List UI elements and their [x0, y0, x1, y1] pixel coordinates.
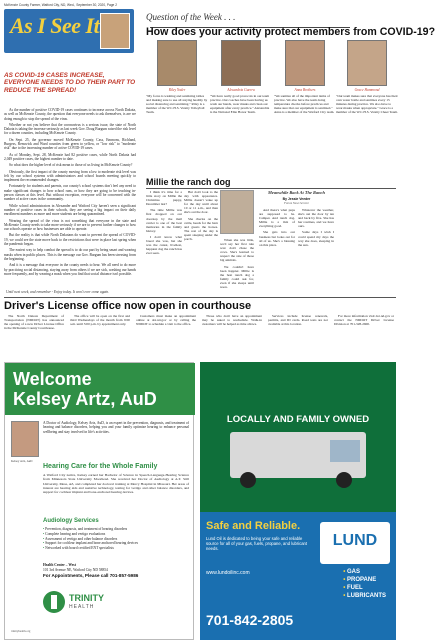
product-item: • GAS	[343, 568, 386, 576]
lund-logo-text: LUND	[332, 532, 378, 549]
trinity-logo	[43, 591, 133, 617]
doctor-photo-caption: Kelsey Artz, AuD	[11, 459, 33, 463]
editorial-paragraph: While school administrators in Alexander and Watford City haven't seen a significant number of positive cases in their schools, they are seeing a big impact on their daily enrollment numbers as more and more students are being quarantined.	[4, 203, 136, 217]
folio-left: McKenzie County Farmer, Watford City, ND, Wed., September 30, 2020, Page 2	[4, 3, 117, 7]
meanwhile-byline: By Jessie Veeder	[282, 197, 311, 201]
editorial-paragraph: Obviously, the first impact of the county moving from a low to moderate risk level was felt by our school systems with administrators and school boards meeting quickly to implement the recommended changes.	[4, 169, 136, 183]
editorial-paragraph: As the number of positive COVID-19 cases continues to increase across North Dakota, as well as McKenzie County, the question that everyone needs to ask themselves, is are we doing enough to stop the spread of the virus.	[4, 108, 136, 121]
meanwhile-title: Meanwhile Back At The Ranch	[268, 190, 325, 195]
dl-paragraph: Those who don't have an appointment may be asked to reschedule. Walk-in customers will be helped as time allows.	[202, 314, 262, 327]
editorial-paragraph: And it is a message that everyone in the county needs to hear. We all need to do more by practicing social distancing, staying away from others if we are sick, washing our hands more frequently, and by wearing a mask when you find that social distance isn't possible.	[4, 263, 136, 276]
editorial-paragraph: Fortunately for students and parents, our county's school systems don't feel any need to make significant changes to how school runs, or how they are going to be teaching in-person classes at this level. But without exception, everyone will be concerned with the number of active cases in the community.	[4, 184, 136, 202]
dl-paragraph: For more information visit dot.nd.gov or contact the NDDOT Driver License Division at 701-328-2600.	[334, 314, 394, 327]
editorial-signoff: Until next week, and remember - Enjoy today. It won't ever come again.	[6, 290, 110, 294]
millie-paragraph: Whatever the weather, she's out the door by ten and back by five. She has her routines, and we have ours.	[298, 208, 334, 229]
respondent-quote: "Our team makes sure that everyone has their own water bottle and sanitizes every 15 minutes during practice. We also have to wear masks when appropriate." Grace is a member of the W.C.H.S. Varsity Cheer Team.	[336, 94, 398, 115]
respondent-3	[274, 40, 336, 114]
respondent-4	[336, 40, 398, 114]
editorial-paragraph: Wearing the spread of the virus is not something that everyone in the state and McKenzie County needs to take more seriously if we are to prevent further changes to how our schools operate or how businesses are able to operate.	[4, 218, 136, 232]
lund-logo	[320, 522, 390, 564]
dl-column-3	[136, 314, 196, 328]
service-item: • Networked with board certified ENT specialists	[43, 546, 189, 551]
dl-paragraph: Services include license renewals, permits, and ID cards. Road tests are not available at this location.	[268, 314, 328, 327]
millie-column-4	[259, 208, 295, 249]
respondent-photo	[221, 40, 261, 86]
dl-paragraph: The North Dakota Department of Transportation (NDDOT) has announced the opening of a new Driver License Office in the McKenzie County Courthouse.	[4, 314, 64, 331]
lund-ad-bottom	[200, 512, 396, 640]
millie-column-1	[146, 190, 182, 257]
ad-intro: A Doctor of Audiology, Kelsey Artz, AuD, is an expert in the prevention, diagnosis, and treatment of hearing and balance disorders, helping you and your family optimize hearing to enhance personal wellbeing and stay involved in life's activities.	[43, 421, 189, 434]
service-item: • Assessment of vertigo and other balance disorders	[43, 537, 189, 542]
respondent-photo	[347, 40, 387, 86]
product-item: • PROPANE	[343, 576, 386, 584]
respondent-quote: "My focus is washing and sanitizing tables and making sure to use all staying healthy by social distancing and sanitizing." Riley is a member of the W.C.H.S. Varsity Volleyball Team.	[146, 94, 208, 115]
editorial-paragraph: But the reality is that while North Dakotans do want to prevent the spread of COVID-19, we could see the state move back to the restrictions that were in place last spring when the pandemic began.	[4, 233, 136, 247]
millie-photo	[220, 190, 254, 234]
millie-paragraph: The time Millie was first dropped on our doorstep by the mail carrier is one of the best memories in the family history.	[146, 208, 182, 233]
editorial-paragraph: As of Monday, Sept. 28, McKenzie had 82 positive cases, while North Dakota had 2,049 positive cases, the highest number to date.	[4, 152, 136, 161]
lund-products	[343, 568, 386, 600]
product-item: • FUEL	[343, 584, 386, 592]
respondent-name: Riley Yoder	[168, 88, 186, 92]
millie-paragraph: Some days I wish I could spend my days the way she does, sleeping in the sun.	[298, 230, 334, 247]
meanwhile-source: Forum News Service	[284, 201, 309, 205]
respondent-quote: "We have really good protocols in our team practice. Our coaches have been having us wash our hands, wear masks and clean our equipment after every practice." Alexandria is the National Elite Honor Team.	[210, 94, 270, 115]
millie-paragraph: She gets into our business but looks out for all of us. She's a blessing on this place.	[259, 230, 295, 247]
millie-paragraph: We couldn't have been happier. Millie is the best ranch dog a family could ask for, even if she sleeps until noon.	[220, 264, 254, 290]
millie-paragraph: And there's what pups are supposed to be. Camper. And ranch dog. Millie is a mix of everything good.	[259, 208, 295, 229]
doctor-photo	[11, 421, 39, 457]
millie-paragraph: I don't know what breed she was, but she was the cutest, liveliest, happiest dog the ranch has ever seen.	[146, 234, 182, 256]
editorial-paragraph: The easiest way to help combat the spread is to do our part by being smart and wearing masks when in public places. This is the message our Gov. Burgum has been stressing from the beginning.	[4, 248, 136, 261]
editorial-body	[4, 108, 136, 278]
lund-tagline: LOCALLY AND FAMILY OWNED	[226, 414, 370, 425]
millie-paragraph: I think it's time for a little story on Millie the Christmas puppy, December last?	[146, 190, 182, 207]
wheel-icon	[240, 472, 256, 488]
logo-word-1: TRINITY	[69, 593, 104, 603]
editorial-paragraph: So what does the higher level of risk mean to those of us living in McKenzie County?	[9, 163, 133, 168]
clinic-url: trinityhealth.org	[11, 629, 31, 633]
clinic-address: 101 3rd Avenue NE, Watford City ND 58854	[43, 568, 108, 572]
editorial-paragraph: Whether or not you believe that the coronavirus is a serious issue, the state of North Dakota is taking the increase seriously as last week Gov. Doug Burgum raised the risk level for a dozen counties, including McKenzie County.	[4, 122, 136, 136]
lund-website: www.lundoilinc.com	[206, 570, 250, 576]
logo-word-2: HEALTH	[69, 604, 95, 610]
lund-heading: Safe and Reliable.	[206, 520, 301, 532]
millie-column-5	[298, 208, 334, 249]
dl-paragraph: Customers must make an appointment online at dot.nd.gov or by calling the NDDOT to schedule a visit to the office.	[136, 314, 196, 327]
dl-column-6	[334, 314, 394, 328]
audiology-title: Audiology Services	[43, 518, 99, 524]
service-item: • Support for cochlear implant and bone anchored hearing devices	[43, 541, 189, 546]
respondent-2	[210, 40, 272, 114]
dl-paragraph: The office will be open on the first and third Wednesdays of the month from 9:00 a.m. until 3:00 p.m. by appointment only.	[70, 314, 130, 327]
qotw-question: How does your activity protect members from COVID-19?	[146, 26, 435, 38]
respondent-photo	[157, 40, 197, 86]
respondent-quote: "We sanitize all of the important items of practice. We also have the team doing temperature checks before practices and make sure that our equipment is sanitized." Anna is a member of the Watford City team.	[274, 94, 335, 115]
qotw-label-text: Question of the Week . . .	[146, 12, 236, 22]
hearing-care-body: A Watford City native, Kelsey earned her Bachelor of Science in Speech-Language-Hearing Science from Minnesota State University Moorhead. She received her Doctor of Audiology at A.T. Still University, Mesa, AZ, and completed her doctoral training at Mercy Hospital in Missouri. Her areas of interest are hearing aids and assistive technology, testing for vertigo and other balance disorders, and support for cochlear implant and bone-anchored hearing devices.	[43, 473, 189, 495]
respondent-name: Grace Hammond	[354, 88, 380, 92]
lund-phone: 701-842-2805	[206, 612, 294, 628]
millie-column-2	[184, 190, 218, 243]
lund-paragraph: Lund Oil is dedicated to being your safe and reliable source for all of your gas, fuels, propane, and lubricant needs.	[206, 536, 308, 551]
cross-icon	[43, 591, 65, 613]
millie-column-3	[220, 238, 254, 291]
millie-paragraph: When she was little, we'd say her first rule was: don't chase the cows. She's learned to respect the size of those big animals.	[220, 238, 254, 263]
service-item: • Prevention, diagnosis, and treatment of hearing disorders	[43, 527, 189, 532]
services-list	[43, 527, 189, 551]
clinic-name: Health Center – West	[43, 563, 76, 567]
dl-column-1	[4, 314, 64, 332]
respondent-1	[146, 40, 208, 114]
respondent-name: Anna Brothers	[294, 88, 316, 92]
column-title: As I See It	[10, 13, 100, 38]
respondent-photo	[285, 40, 325, 86]
millie-paragraph: But don't look to the day with appearance. Millie doesn't wake up for the day until about 10 or 11 a.m., and then she's out the door.	[184, 190, 218, 215]
service-item: • Complete hearing and vertigo evaluations	[43, 532, 189, 537]
editorial-headline: AS COVID-19 CASES INCREASE, EVERYONE NEEDS TO DO THEIR PART TO REDUCE THE SPREAD!	[4, 72, 136, 94]
respondent-name: Alexandria Guerra	[227, 88, 255, 92]
dl-headline: Driver's License office now open in courthouse	[4, 297, 396, 312]
welcome-ad	[4, 362, 194, 640]
lund-ad-top	[200, 362, 396, 512]
columnist-photo	[100, 13, 130, 49]
welcome-heading: Welcome	[13, 369, 92, 389]
dl-column-4	[202, 314, 262, 328]
appointment-line: For Appointments, Please call 701-857-5986	[43, 573, 139, 578]
truck-icon	[230, 432, 366, 478]
dl-column-5	[268, 314, 328, 328]
wheel-icon	[336, 472, 352, 488]
millie-paragraph: She checks on the cattle, heads for the barn and greets the horses. The rest of the day is spent sleeping under the porch.	[184, 216, 218, 242]
dl-column-2	[70, 314, 130, 328]
product-item: • LUBRICANTS	[343, 592, 386, 600]
millie-headline: Millie the ranch dog	[146, 177, 396, 189]
hearing-care-title: Hearing Care for the Whole Family	[43, 463, 158, 470]
editorial-paragraph: On Sept. 25, the governor moved McKenzie County, Cass, Emmons, Richland, Burgess, Renswick and Ward counties from green to yellow, or "low risk" to "moderate risk" due to the increasing number of active COVID-19 cases.	[4, 137, 136, 151]
doctor-name: Kelsey Artz, AuD	[13, 389, 157, 409]
as-i-see-it-banner	[4, 9, 134, 53]
lund-oil-ad	[200, 362, 396, 640]
welcome-banner	[5, 363, 195, 415]
